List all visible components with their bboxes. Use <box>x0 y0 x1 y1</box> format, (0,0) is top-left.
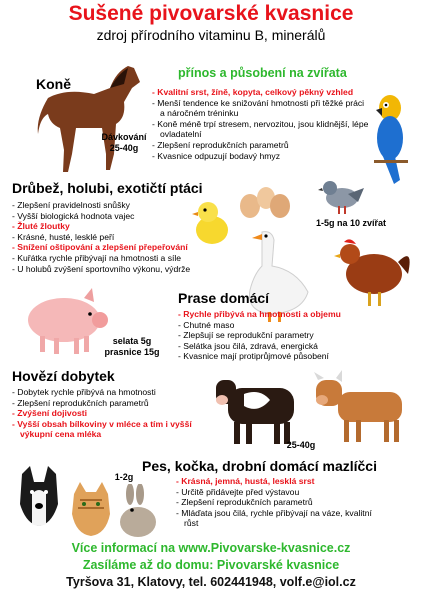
chick-image <box>188 196 234 248</box>
list-item: - Krásná, jemná, hustá, lesklá srst <box>176 476 372 487</box>
list-item: - Chutné maso <box>178 320 378 331</box>
pets-heading: Pes, kočka, drobní domácí mazlíčci <box>142 458 377 474</box>
calf-image <box>314 370 414 446</box>
list-item: - Zlepšují se reprodukční parametry <box>178 330 378 341</box>
pigeon-image <box>318 172 364 216</box>
list-item: - Mláďata jsou čilá, rychle přibývají na váze, kvalitní růst <box>176 508 372 529</box>
list-item: - Kvalitní srst, žíně, kopyta, celkový pěkný vzhled <box>152 87 370 98</box>
cat-image <box>66 480 116 538</box>
cattle-dose: 25-40g <box>286 440 316 450</box>
list-item: - Žluté žloutky <box>12 221 226 232</box>
list-item: - Zlepšení reprodukčních parametrů <box>176 497 372 508</box>
list-item: - Selátka jsou čilá, zdravá, energická <box>178 341 378 352</box>
cow-image <box>214 370 304 448</box>
list-item: - U holubů zvýšení sportovního výkonu, výdrže <box>12 264 226 275</box>
pig-benefits-list <box>178 309 378 362</box>
horse-dose-label: Dávkování <box>101 132 147 142</box>
cattle-heading: Hovězí dobytek <box>12 368 115 384</box>
list-item: - Kvasnice odpuzují bodavý hmyz <box>152 151 370 162</box>
list-item: - Zlepšení pravidelnosti snůšky <box>12 200 226 211</box>
eggs-image <box>236 184 292 220</box>
hen-image <box>328 234 414 308</box>
benefits-heading: přínos a působení na zvířata <box>178 66 347 80</box>
dog-image <box>12 464 66 538</box>
pets-dose: 1-2g <box>114 472 134 482</box>
list-item: - Dobytek rychle přibývá na hmotnosti <box>12 387 212 398</box>
order-line: Zasíláme až do domu: Pivovarské kvasnice <box>82 558 340 572</box>
list-item: - Menší tendence ke snižování hmotnosti při těžké práci a náročném tréninku <box>152 98 370 119</box>
list-item: - Zlepšení reprodukčních parametrů <box>152 140 370 151</box>
address-line: Tyršova 31, Klatovy, tel. 602441948, volf.e@iol.cz <box>66 575 356 589</box>
horse-image <box>36 58 146 176</box>
list-item: - Kuřátka rychle přibývají na hmotnosti a síle <box>12 253 226 264</box>
pig-heading: Prase domácí <box>178 290 270 306</box>
horse-dose: 25-40g <box>109 143 139 153</box>
list-item: - Určitě přidávejte před výstavou <box>176 487 372 498</box>
info-line: Více informací na www.Pivovarske-kvasnice.cz <box>71 541 351 555</box>
list-item: - Kvasnice mají protiprůjmové působení <box>178 351 378 362</box>
rabbit-image <box>116 484 160 538</box>
horse-heading: Koně <box>36 76 71 92</box>
poultry-dose: 1-5g na 10 zvířat <box>315 218 387 228</box>
list-item: - Krásné, husté, lesklé peří <box>12 232 226 243</box>
list-item: - Zlepšení reprodukčních parametrů <box>12 398 212 409</box>
page-subtitle: zdroj přírodního vitaminu B, minerálů <box>96 27 326 43</box>
poultry-heading: Drůbež, holubi, exotičtí ptáci <box>12 180 203 196</box>
horse-benefits-list <box>152 87 370 161</box>
list-item: - Vyšší obsah bílkoviny v mléce a tím i vyšší výkupní cena mléka <box>12 419 212 440</box>
pig-dose-sows: prasnice 15g <box>104 347 160 357</box>
list-item: - Vyšší biologická hodnota vajec <box>12 211 226 222</box>
list-item: - Koně méně trpí stresem, nervozitou, jsou klidnější, lépe ovladatelní <box>152 119 370 140</box>
parrot-image <box>368 88 414 186</box>
pets-benefits-list <box>176 476 372 529</box>
cattle-benefits-list <box>12 387 212 440</box>
pig-dose-piglets: selata 5g <box>112 336 152 346</box>
list-item: - Zvýšení dojivosti <box>12 408 212 419</box>
list-item: - Rychle přibývá na hmotnosti a objemu <box>178 309 378 320</box>
list-item: - Snížení oštipování a zlepšení přepeřování <box>12 242 226 253</box>
page-title: Sušené pivovarské kvasnice <box>68 2 354 25</box>
